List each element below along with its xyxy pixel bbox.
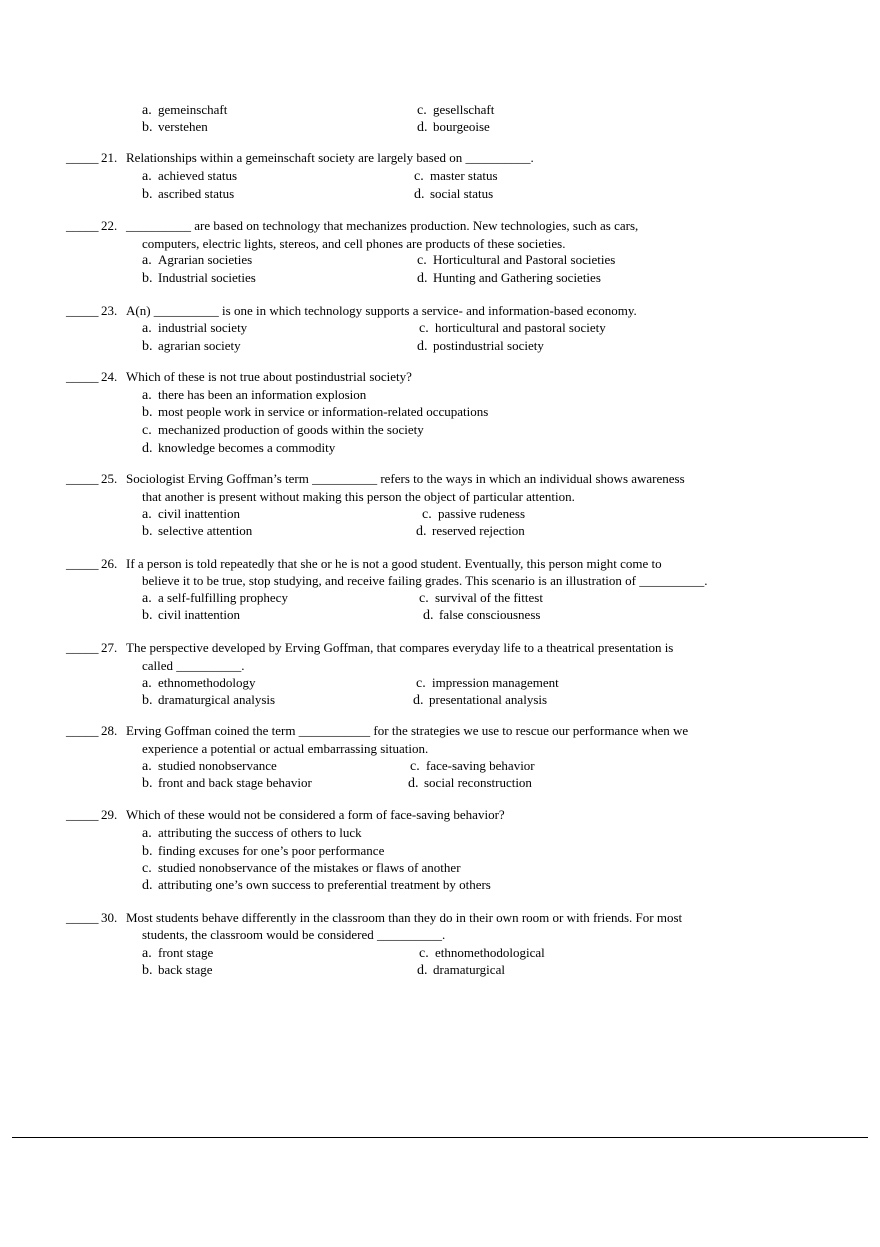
option-c: c. ethnomethodological	[419, 945, 545, 961]
answer-blank[interactable]: _____	[66, 723, 99, 738]
option-d: d. knowledge becomes a commodity	[142, 440, 336, 456]
question-number: 25.	[101, 471, 118, 486]
option-b: b. ascribed status	[142, 186, 235, 202]
option-d: d. dramaturgical	[417, 962, 505, 978]
question-text: Erving Goffman coined the term ___________ for the strategies we use to rescue our performance when we	[126, 723, 689, 738]
option-c: c. master status	[414, 168, 498, 184]
option-d: d. bourgeoise	[417, 119, 490, 135]
option-d: d. postindustrial society	[417, 338, 544, 354]
question-text: Sociologist Erving Goffman’s term __________ refers to the ways in which an individual shows awareness	[126, 471, 685, 486]
question-text-continued: believe it to be true, stop studying, and receive failing grades. This scenario is an illustration of __________.	[142, 573, 708, 588]
option-c: c. passive rudeness	[422, 506, 526, 522]
option-b: b. dramaturgical analysis	[142, 692, 276, 708]
option-a: a. front stage	[142, 945, 214, 961]
option-c: c. studied nonobservance of the mistakes or flaws of another	[142, 860, 461, 876]
answer-blank[interactable]: _____	[66, 556, 99, 571]
answer-blank[interactable]: _____	[66, 640, 99, 655]
option-c: c. horticultural and pastoral society	[419, 320, 606, 336]
option-d: d. Hunting and Gathering societies	[417, 270, 601, 286]
option-d: d. social status	[414, 186, 494, 202]
option-b: b. selective attention	[142, 523, 253, 539]
question-text-continued: experience a potential or actual embarrassing situation.	[142, 741, 429, 756]
option-d: d. attributing one’s own success to preferential treatment by others	[142, 877, 491, 893]
option-c: c. impression management	[416, 675, 559, 691]
question-text: __________ are based on technology that mechanizes production. New technologies, such as cars,	[126, 218, 639, 233]
question-text: Most students behave differently in the classroom than they do in their own room or with friends. For most	[126, 910, 683, 925]
question-number: 23.	[101, 303, 118, 318]
question-number: 29.	[101, 807, 118, 822]
answer-blank[interactable]: _____	[66, 150, 99, 165]
question-text-continued: students, the classroom would be considered __________.	[142, 927, 446, 942]
option-a: a. gemeinschaft	[142, 102, 228, 118]
question-text: If a person is told repeatedly that she or he is not a good student. Eventually, this person might come to	[126, 556, 662, 571]
option-a: a. civil inattention	[142, 506, 240, 522]
question-text-continued: computers, electric lights, stereos, and cell phones are products of these societies.	[142, 236, 566, 251]
option-d: d. presentational analysis	[413, 692, 548, 708]
answer-blank[interactable]: _____	[66, 807, 99, 822]
option-a: a. attributing the success of others to luck	[142, 825, 362, 841]
footer-divider	[12, 1137, 868, 1138]
option-c: c. face-saving behavior	[410, 758, 535, 774]
question-number: 27.	[101, 640, 118, 655]
answer-blank[interactable]: _____	[66, 910, 99, 925]
question-number: 30.	[101, 910, 118, 925]
question-text-continued: that another is present without making this person the object of particular attention.	[142, 489, 575, 504]
option-d: d. social reconstruction	[408, 775, 532, 791]
option-d: d. reserved rejection	[416, 523, 525, 539]
option-b: b. finding excuses for one’s poor performance	[142, 843, 385, 859]
option-b: b. verstehen	[142, 119, 208, 135]
question-number: 28.	[101, 723, 118, 738]
answer-blank[interactable]: _____	[66, 471, 99, 486]
question-number: 21.	[101, 150, 118, 165]
option-b: b. most people work in service or information-related occupations	[142, 404, 489, 420]
option-c: c. Horticultural and Pastoral societies	[417, 252, 616, 268]
question-text-continued: called __________.	[142, 658, 245, 673]
question-text: Which of these would not be considered a form of face-saving behavior?	[126, 807, 505, 822]
question-number: 26.	[101, 556, 118, 571]
question-text: Relationships within a gemeinschaft society are largely based on __________.	[126, 150, 534, 165]
question-text: The perspective developed by Erving Goffman, that compares everyday life to a theatrical presentation is	[126, 640, 674, 655]
option-a: a. there has been an information explosion	[142, 387, 367, 403]
question-number: 24.	[101, 369, 118, 384]
option-d: d. false consciousness	[423, 607, 541, 623]
option-a: a. achieved status	[142, 168, 238, 184]
option-b: b. Industrial societies	[142, 270, 256, 286]
option-a: a. studied nonobservance	[142, 758, 277, 774]
option-c: c. mechanized production of goods within the society	[142, 422, 424, 438]
option-c: c. survival of the fittest	[419, 590, 543, 606]
answer-blank[interactable]: _____	[66, 218, 99, 233]
option-b: b. civil inattention	[142, 607, 240, 623]
option-a: a. Agrarian societies	[142, 252, 253, 268]
answer-blank[interactable]: _____	[66, 303, 99, 318]
option-b: b. front and back stage behavior	[142, 775, 312, 791]
option-a: a. industrial society	[142, 320, 248, 336]
option-c: c. gesellschaft	[417, 102, 495, 118]
question-text: Which of these is not true about postindustrial society?	[126, 369, 412, 384]
answer-blank[interactable]: _____	[66, 369, 99, 384]
option-a: a. ethnomethodology	[142, 675, 256, 691]
option-a: a. a self-fulfilling prophecy	[142, 590, 288, 606]
option-b: b. back stage	[142, 962, 213, 978]
option-b: b. agrarian society	[142, 338, 241, 354]
question-number: 22.	[101, 218, 118, 233]
question-text: A(n) __________ is one in which technology supports a service- and information-based economy.	[126, 303, 637, 318]
